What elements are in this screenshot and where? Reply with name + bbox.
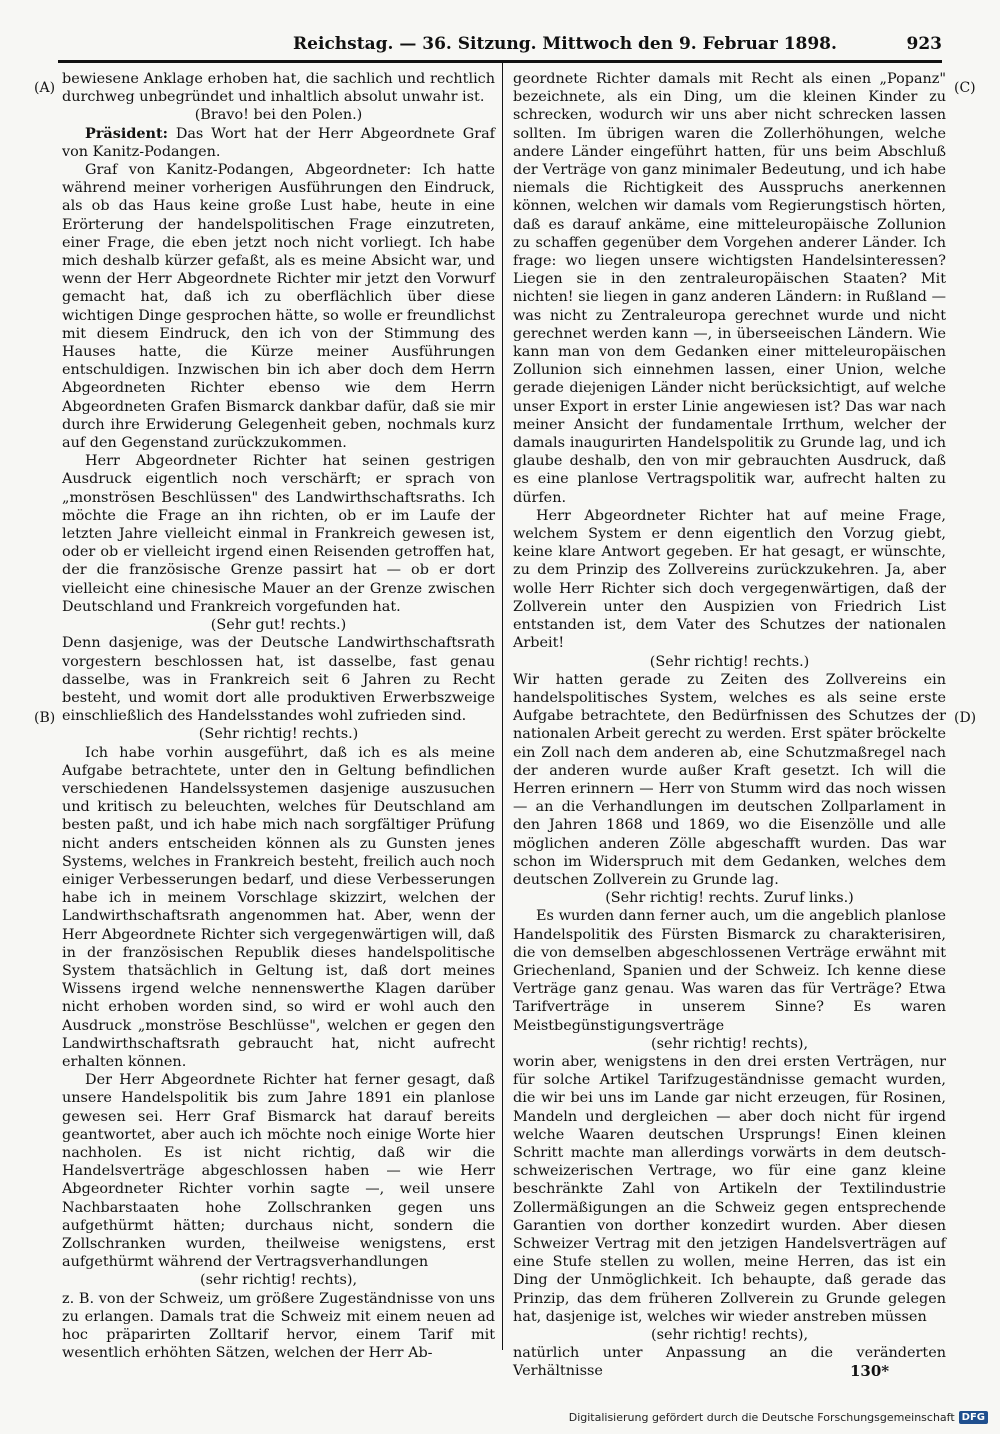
speech-text: Das Wort hat der Herr Abgeordnete Graf von Kanitz-Podangen. [62,125,495,160]
interjection: (sehr richtig! rechts), [650,1327,809,1344]
paragraph: worin aber, wenigstens in den drei ersten Verträgen, nur für solche Artikel Tarifzugeständnisse gemacht wurden, die wir bei uns im Lande gar nicht erzeugen, für Rosinen, Mandeln und dergleichen — aber doch nicht für irgend welche Waaren deutschen Ursprungs! Einen kleinen Schritt machte man allerdings vorwärts in dem deutsch-schweizerischen Vertrage, wo für eine ganz kleine beschränkte Zahl von Artikeln der Textilindustrie Zollermäßigungen an die Schweiz gegen entsprechende Garantien von dorther konzedirt wurden. Aber diesen Schweizer Vertrag mit den jetzigen Handelsverträgen auf eine Stufe stellen zu wollen, meine Herren, das ist ein Ding der Unmöglichkeit. Ich behaupte, daß gerade das Prinzip, das dem früheren Zollverein zu Grunde gelegen hat, dasjenige ist, welches wir wieder anstreben müssen [513,1053,946,1325]
page-header [58,34,942,62]
paragraph: z. B. von der Schweiz, um größere Zugeständnisse von uns zu erlangen. Damals trat die Schweiz mit einem neuen ad hoc präparirten Zolltarif hervor, einem Tarif mit wesentlich erhöhten Sätzen, welchen der Herr Ab- [62,1290,495,1362]
interjection: (sehr richtig! rechts), [650,1035,809,1052]
running-title: Reichstag. — 36. Sitzung. Mittwoch den 9. Februar 1898. [293,34,837,54]
left-column [62,70,495,1360]
interjection: (sehr richtig! rechts), [199,1272,358,1289]
header-rule [58,62,942,63]
paragraph: Graf von Kanitz-Podangen, Abgeordneter: Ich hatte während meiner vorherigen Ausführungen den Eindruck, als ob das Haus keine große Lust habe, heute in eine Erörterung der handelspolitischen Frage einzutreten, einer Frage, die eben jetzt noch nicht vorliegt. Ich habe mich deshalb kürzer gefaßt, als es meine Absicht war, und wenn der Herr Abgeordnete Richter mir jetzt den Vorwurf gemacht hat, daß ich zu oberflächlich über diese wichtigen Dinge gesprochen hätte, so wolle er freundlichst mit diesem Eindruck, den ich von der Stimmung des Hauses hatte, die Kürze meiner Ausführungen entschuldigen. Inzwischen bin ich aber doch dem Herrn Abgeordneten Richter ebenso wie dem Herrn Abgeordneten Grafen Bismarck dankbar dafür, daß sie mir durch ihre Erwiderung Gelegenheit geben, nochmals kurz auf den Gegenstand zurückzukommen. [62,162,495,452]
margin-mark-a: (A) [34,80,56,96]
interjection: (Sehr gut! rechts.) [210,617,347,634]
interjection: (Bravo! bei den Polen.) [194,107,363,124]
dfg-logo: DFG [959,1411,988,1424]
paragraph: geordnete Richter damals mit Recht als einen „Popanz" bezeichnete, als ein Ding, um die kleinen Kinder zu schrecken, wodurch wir uns aber nicht schrecken lassen sollten. Im übrigen waren die Zollerhöhungen, welche andere Länder eingeführt hatten, für uns beim Abschluß der Verträge von ganz minimaler Bedeutung, und ich habe niemals die Richtigkeit des Ausspruchs anerkennen können, welchen wir damals vom Regierungstisch hörten, daß es darauf ankäme, eine mitteleuropäische Zollunion zu schaffen gegenüber dem Vorgehen anderer Länder. Ich frage: wo liegen unsere wichtigsten Handelsinteressen? Liegen sie in den zentraleuropäischen Staaten? Mit nichten! sie liegen in ganz anderen Ländern: in Rußland — was nicht zu Zentraleuropa gerechnet wurde und nicht gerechnet werden kann —, in überseeischen Ländern. Wie kann man von dem Gedanken einer mitteleuropäischen Zollunion sich einnehmen lassen, einer Union, welche gerade diejenigen Länder nicht berücksichtigt, auf welche unser Export in erster Linie angewiesen ist? Das war nach meiner Ansicht der fundamentale Irrthum, welcher der damals inaugurirten Handelspolitik zu Grunde lag, und ich glaube deshalb, den von mir gebrauchten Ausdruck, daß es eine planlose Vertragspolitik war, aufrecht halten zu dürfen. [513,71,946,506]
interjection: (Sehr richtig! rechts. Zuruf links.) [605,890,854,907]
paragraph: Ich habe vorhin ausgeführt, daß ich es als meine Aufgabe betrachtete, unter den in Geltung befindlichen verschiedenen Handelssystemen dasjenige auszusuchen und kritisch zu beleuchten, welches für Deutschland am besten paßt, und ich habe mich nach sorgfältiger Prüfung nicht anders entscheiden können als zu Gunsten jenes Systems, welches in Frankreich besteht, freilich auch noch einiger Verbesserungen bedarf, und diese Verbesserungen habe ich in meinem Vorschlage skizzirt, welchen der Landwirthschaftsrath angenommen hat. Aber, wenn der Herr Abgeordnete Richter sich vergegenwärtigen will, daß in der französischen Republik dieses handelspolitische System thatsächlich in Geltung ist, daß dort meines Wissens irgend welche nennenswerthe Klagen darüber nicht erhoben worden sind, so wird er wohl auch den Ausdruck „monströse Beschlüsse", welchen er gegen den Landwirthschaftsrath gebraucht hat, nicht aufrecht erhalten können. [62,744,495,1070]
margin-mark-b: (B) [34,710,56,726]
paragraph: Herr Abgeordneter Richter hat auf meine Frage, welchem System er denn eigentlich den Vorzug giebt, keine klare Antwort gegeben. Er hat gesagt, er wünschte, zu dem Prinzip des Zollvereins zurückzukehren. Ja, aber wolle Herr Richter sich doch vergegenwärtigen, daß der Zollverein unter den Auspizien von Friedrich List entstanden ist, dem Vater des Schutzes der nationalen Arbeit! [513,507,946,652]
footer [569,1411,988,1424]
speaker-name: Präsident: [85,124,168,142]
margin-mark-c: (C) [954,80,976,96]
speaker-paragraph [62,125,495,161]
margin-mark-d: (D) [954,710,977,726]
signature-mark: 130* [850,1362,890,1380]
paragraph: Es wurden dann ferner auch, um die angeblich planlose Handelspolitik des Fürsten Bismarck zu charakterisiren, die von demselben abgeschlossenen Verträge erwähnt mit Griechenland, Spanien und der Schweiz. Ich kenne diese Verträge ganz genau. Was waren das für Verträge? Etwa Tarifverträge in unserem Sinne? Es waren Meistbegünstigungsverträge [513,908,946,1034]
paragraph: Wir hatten gerade zu Zeiten des Zollvereins ein handelspolitisches System, welches es als seine erste Aufgabe betrachtete, den Bedürfnissen des Schutzes der nationalen Arbeit gerecht zu werden. Erst später bröckelte ein Zoll nach dem anderen ab, eine Schutzmaßregel nach der anderen wurde außer Kraft gesetzt. Ich will die Herren erinnern — Herr von Stumm wird das noch wissen — an die Verhandlungen im deutschen Zollparlament in den Jahren 1868 und 1869, wo die Eisenzölle und alle möglichen anderen Zölle abgeschafft wurden. Das war schon im Widerspruch mit dem Gedanken, welches dem deutschen Zollverein zu Grunde lag. [513,671,946,888]
paragraph: natürlich unter Anpassung an die veränderten Verhältnisse [513,1345,946,1380]
interjection: (Sehr richtig! rechts.) [649,653,810,670]
paragraph: bewiesene Anklage erhoben hat, die sachlich und rechtlich durchweg unbegründet und inhaltlich absolut unwahr ist. [62,71,495,106]
paragraph: Denn dasjenige, was der Deutsche Landwirthschaftsrath vorgestern beschlossen hat, ist dasselbe, fast genau dasselbe, was in Frankreich seit 6 Jahren zu Recht besteht, und womit dort alle produktiven Erwerbszweige einschließlich des Handelsstandes wohl zufrieden sind. [62,635,495,725]
paragraph: Der Herr Abgeordnete Richter hat ferner gesagt, daß unsere Handelspolitik bis zum Jahre 1891 ein planlose gewesen sei. Herr Graf Bismarck hat darauf bereits geantwortet, aber auch ich möchte noch einige Worte hier nachholen. Es ist nicht richtig, daß wir die Handelsverträge abgeschlossen haben — wie Herr Abgeordneter Richter vorhin sagte —, weil unsere Nachbarstaaten hohe Zollschranken gegen uns aufgethürmt hätten; durchaus nicht, sondern die Zollschranken wurden, theilweise wenigstens, erst aufgethürmt während der Vertragsverhandlungen [62,1072,495,1271]
footer-credit: Digitalisierung gefördert durch die Deutsche Forschungsgemeinschaft [568,1411,955,1424]
page-number: 923 [906,34,942,54]
interjection: (Sehr richtig! rechts.) [198,726,359,743]
column-divider [502,62,503,1350]
paragraph: Herr Abgeordneter Richter hat seinen gestrigen Ausdruck eigentlich noch verschärft; er sprach von „monströsen Beschlüssen" des Landwirthschaftsraths. Ich möchte die Frage an ihn richten, ob er im Laufe der letzten Jahre vielleicht einmal in Frankreich gewesen ist, oder ob er vielleicht irgend einen Reisenden getroffen hat, der die französische Grenze passirt hat — ob er dort vielleicht eine chinesische Mauer an der Grenze zwischen Deutschland und Frankreich vorgefunden hat. [62,453,495,615]
